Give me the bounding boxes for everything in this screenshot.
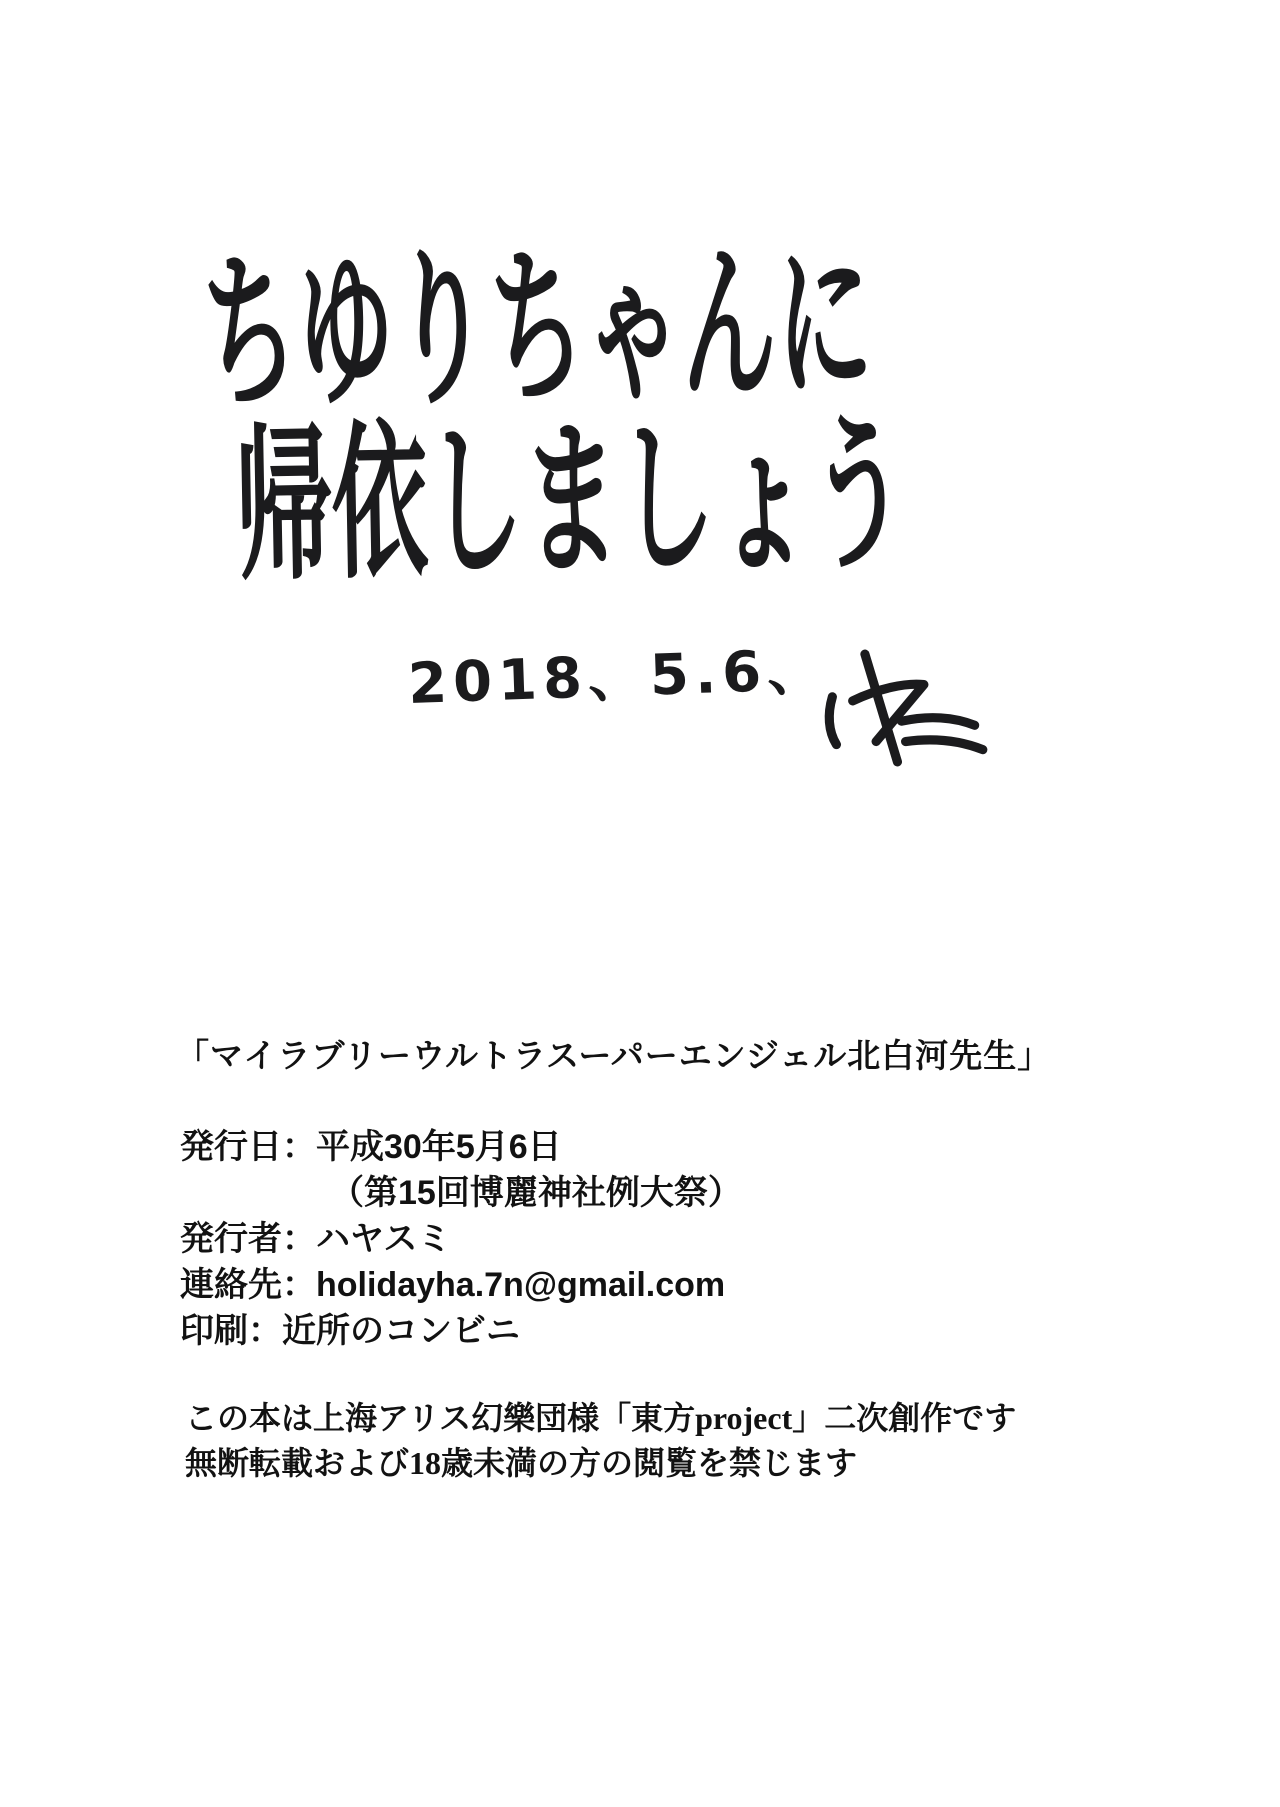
info-line-event: （第15回博麗神社例大祭） <box>330 1174 742 1212</box>
info-line-printing: 印刷：近所のコンビニ <box>180 1312 520 1350</box>
handwritten-line-2: 帰依しましょう <box>234 396 908 604</box>
artist-signature-icon <box>812 648 990 770</box>
handwritten-line-1: ちゆりちゃんに <box>200 224 874 432</box>
handwritten-date: 2018、5.6、 <box>407 637 831 717</box>
book-title: 「マイラブリーウルトラスーパーエンジェル北白河先生」 <box>176 1039 1052 1075</box>
info-line-issue-date: 発行日：平成30年5月6日 <box>180 1128 562 1166</box>
publication-info <box>180 1124 742 1354</box>
disclaimer-line-1: この本は上海アリス幻樂団様「東方project」二次創作です <box>185 1400 1017 1436</box>
disclaimer <box>185 1396 1016 1486</box>
info-line-publisher: 発行者：ハヤスミ <box>180 1220 452 1258</box>
info-line-contact-email: 連絡先：holidayha.7n@gmail.com <box>180 1266 726 1304</box>
disclaimer-line-2: 無断転載および18歳未満の方の閲覧を禁じます <box>185 1445 858 1481</box>
